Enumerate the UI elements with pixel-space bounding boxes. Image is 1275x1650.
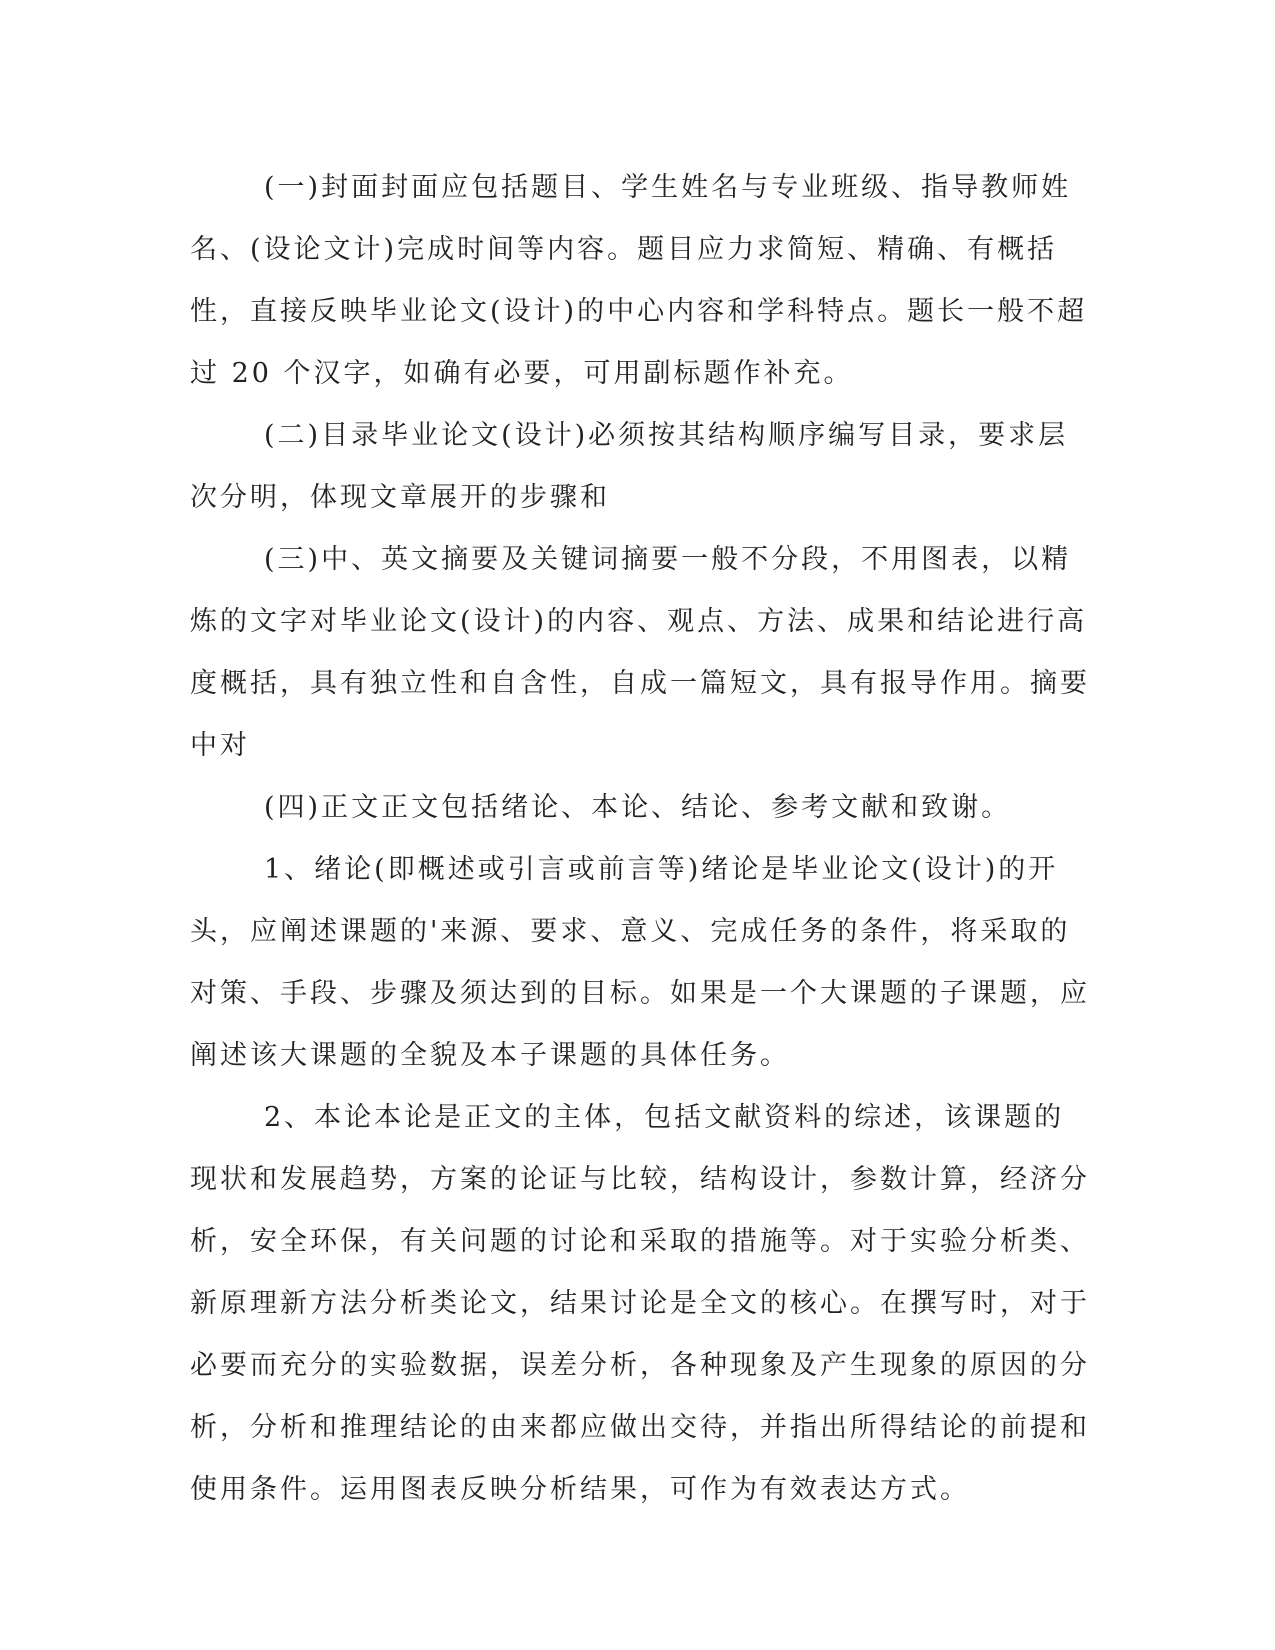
paragraph-introduction: 1、绪论(即概述或引言或前言等)绪论是毕业论文(设计)的开头，应阐述课题的'来源、要求、意义、完成任务的条件，将采取的对策、手段、步骤及须达到的目标。如果是一个大课题的子课题，应阐述该大课题的全貌及本子课题的具体任务。 — [190, 854, 1090, 1071]
paragraph-abstract: (三)中、英文摘要及关键词摘要一般不分段，不用图表，以精炼的文字对毕业论文(设计)的内容、观点、方法、成果和结论进行高度概括，具有独立性和自含性，自成一篇短文，具有报导作用。摘要中对 — [190, 544, 1090, 761]
paragraph-body: 2、本论本论是正文的主体，包括文献资料的综述，该课题的现状和发展趋势，方案的论证与比较，结构设计，参数计算，经济分析，安全环保，有关问题的讨论和采取的措施等。对于实验分析类、新原理新方法分析类论文，结果讨论是全文的核心。在撰写时，对于必要而充分的实验数据，误差分析，各种现象及产生现象的原因的分析，分析和推理结论的由来都应做出交待，并指出所得结论的前提和使用条件。运用图表反映分析结果，可作为有效表达方式。 — [190, 1102, 1090, 1505]
document-body — [190, 157, 1090, 1521]
paragraph-toc: (二)目录毕业论文(设计)必须按其结构顺序编写目录，要求层次分明，体现文章展开的步骤和 — [190, 420, 1069, 513]
paragraph-cover: (一)封面封面应包括题目、学生姓名与专业班级、指导教师姓名、(设论文计)完成时间等内容。题目应力求简短、精确、有概括性，直接反映毕业论文(设计)的中心内容和学科特点。题长一般不超过 20 个汉字，如确有必要，可用副标题作补充。 — [190, 172, 1088, 389]
paragraph-main-text: (四)正文正文包括绪论、本论、结论、参考文献和致谢。 — [264, 792, 1012, 823]
